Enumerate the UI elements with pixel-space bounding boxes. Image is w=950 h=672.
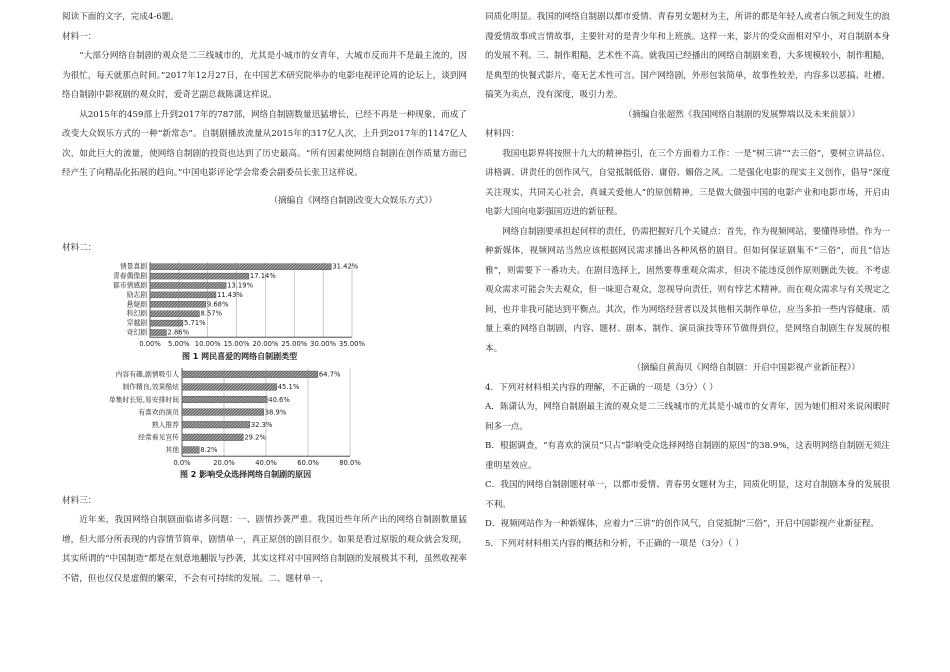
category-label: 悬疑剧	[126, 299, 147, 308]
x-tick-label: 20.0%	[213, 458, 235, 467]
bar	[182, 383, 277, 390]
x-tick-label: 5.00%	[168, 339, 190, 348]
category-label: 奇幻剧	[126, 328, 147, 336]
x-tick-label: 80.0%	[339, 458, 361, 467]
question-4-option-d: D．视频网站作为一种新媒体，应着力“三讲”的创作风气，自觉抵制“三俗”，开启中国影视产业新征程。	[485, 519, 879, 529]
x-tick-label: 10.00%	[194, 339, 221, 348]
bar	[182, 421, 250, 428]
x-tick-label: 0.0%	[173, 458, 191, 467]
value-label: 31.42%	[332, 262, 359, 271]
category-label: 穿越剧	[126, 318, 147, 327]
bar	[182, 434, 243, 441]
material-4-paragraph-1: 我国电影界将按照十九大的精神指引，在三个方面着力工作：一是“树三讲”“去三俗”，要树立讲品位、讲格调、讲责任的创作风气，自觉抵制低俗、庸俗、媚俗之风。二是强化电影的现实主义创作，倡导“深度关注现实，共同关心社会，真诚关爱他人”的原创精神。三是做大做强中国的电影产业和电影市场，开启由电影大国向电影强国迈进的新征程。	[485, 148, 890, 217]
material-4-title: 材料四：	[485, 129, 520, 139]
question-4: 4．下列对材料相关内容的理解，不正确的一项是（3分）（ ）	[485, 382, 718, 393]
material-3-paragraph-1: 近年来，我国网络自制剧面临诸多问题：一、剧情抄袭严重。我国近些年所产出的网络自制剧数量猛增，但大部分所表现的内容情节简单，剧情单一，真正原创的剧目很少。如果是看过原版的观众就会发现，其实所谓的“中国制造”都是在刻意地翻版与抄袭，其实这样对中国网络自制剧的发展极其不利，虽然收视率不错，但也仅仅是虚假的繁荣，不会有可持续的发展。二、题材单一，	[62, 515, 467, 584]
bar	[150, 310, 199, 316]
x-tick-label: 15.00%	[223, 339, 250, 348]
value-label: 11.43%	[216, 290, 243, 299]
value-label: 8.2%	[200, 445, 218, 454]
category-label: 青春偶像剧	[113, 271, 147, 280]
material-3-paragraph-1-continued: 同质化明显。我国的网络自制剧以都市爱情、青春男女题材为主，所讲的都是年轻人或者白领之间发生的浪漫爱情故事或言情故事，主要针对的是青少年和上班族。这样一来，影片的受众面相对窄小，对自制剧本身的发展不利。三、制作粗糙，艺术性不高。就我国已经播出的网络自制剧来看，大多规模较小，制作粗糙，是典型的快餐式影片，毫无艺术性可言。国产网络剧，外形包装简单，故事性较差，内容多以恶搞、吐槽、搞笑为卖点，没有深度，吸引力差。	[485, 12, 890, 100]
chart-2	[62, 365, 362, 469]
value-label: 45.1%	[277, 382, 300, 391]
question-4-option-a: A．陈潇认为，网络自制剧最主流的观众是二三线城市的尤其是小城市的女青年，因为她们相对来说闲暇时间多一点。	[485, 402, 890, 432]
material-1-paragraph-1: “大部分网络自制剧的观众是二三线城市的，尤其是小城市的女青年，大城市反而并不是最主流的，因为很忙，每天就那点时间。”2017年12月27日，在中国艺术研究院举办的电影电视评论周的论坛上，谈到网络自制剧中影视剧的观众时，爱奇艺副总裁陈潇这样说。	[62, 51, 467, 100]
bar	[150, 329, 167, 335]
bar	[150, 301, 206, 307]
material-4-source: （摘编自黄海贝《网络自制剧：开启中国影视产业新征程》）	[632, 363, 860, 373]
bar	[150, 291, 216, 297]
intro-text: 阅读下面的文字，完成4-6题。	[62, 12, 179, 22]
category-label: 科幻剧	[126, 309, 147, 318]
figure-2	[62, 365, 467, 480]
left-column	[62, 0, 467, 589]
material-3-source: （摘编自张超然《我国网络自制剧的发展弊端以及未来前景》）	[623, 109, 860, 120]
value-label: 17.14%	[249, 271, 276, 280]
chart-1	[62, 259, 365, 351]
category-label: 有喜欢的演员	[138, 407, 179, 416]
category-label: 励志剧	[126, 290, 147, 299]
value-label: 2.86%	[167, 328, 190, 336]
x-tick-label: 25.00%	[281, 339, 308, 348]
value-label: 5.71%	[183, 318, 206, 327]
value-label: 8.57%	[200, 309, 223, 318]
material-4-paragraph-2: 网络自制剧要承担起何样的责任，仍需把握好几个关键点：首先，作为视频网站，要懂得珍惜。作为一种新媒体，视频网站当然应该根据网民需求播出各种风格的剧目。但如何保证剧集不“三俗”，而且“信达雅”，则需要下一番功夫。在剧目选择上，固然要尊重观众需求，但决不能违反创作原则删此失彼。不考虑观众需求可能会失去观众，但一味迎合观众，忽视导向责任，则有悖艺术精神。而在观众需求与有关规定之间，也并非我可能达到平衡点。其次，作为网络经营者以及其他相关制作单位，应当多拍一些内容健康、质量上乘的网络自制剧，内容、题材、剧本、制作、演员演技等环节做得到位，是网络自制剧生存发展的根本。	[485, 226, 890, 354]
bar	[182, 371, 318, 378]
bar	[150, 273, 249, 279]
material-1-paragraph-2: 从2015年的459部上升到2017年的787部，网络自制剧数量迅猛增长，已经不再是一种现象，而成了改变大众娱乐方式的一种“新常态”。自制剧播放流量从2015年的317亿人次，上升到2017年的1147亿人次，如此巨大的流量，使网络自制剧的投资也达到了历史最高。“所有因素使网络自制剧在创作质量方面已经产生了向精品化拓展的趋向。”中国电影评论学会常委会副委员长张卫这样说。	[62, 109, 467, 178]
material-3-title: 材料三：	[62, 495, 97, 506]
value-label: 64.7%	[318, 370, 341, 379]
bar	[150, 282, 226, 288]
figure-1	[62, 259, 467, 362]
category-label: 情景喜剧	[119, 262, 147, 271]
category-label: 其他	[165, 445, 179, 454]
x-tick-label: 30.00%	[310, 339, 337, 348]
category-label: 都市情感剧	[113, 281, 147, 289]
question-4-option-b: B．根据调查，“有喜欢的演员”只占“影响受众选择网络自制剧的原因”的38.9%，这表明网络自制剧无须注重明星效应。	[485, 441, 890, 471]
category-label: 制作精良,效果酷炫	[122, 382, 179, 391]
right-column	[485, 0, 890, 554]
value-label: 38.9%	[264, 407, 287, 416]
figure-2-caption: 图 2 影响受众选择网络自制剧的原因	[180, 469, 312, 479]
x-tick-label: 0.00%	[139, 339, 161, 348]
value-label: 29.2%	[244, 433, 266, 442]
value-label: 40.6%	[268, 395, 290, 404]
material-1-source: （摘编自《网络自制剧改变大众娱乐方式》）	[269, 195, 437, 206]
x-tick-label: 40.0%	[255, 458, 277, 467]
category-label: 单集时长短,易安排时间	[108, 395, 179, 404]
figure-1-caption: 图 1 网民喜爱的网络自制剧类型	[182, 351, 298, 361]
question-5: 5．下列对材料相关内容的概括和分析，不正确的一项是（3分）（ ）	[485, 538, 744, 549]
bar	[182, 446, 199, 453]
material-2-title: 材料二：	[62, 243, 97, 253]
x-tick-label: 20.00%	[252, 339, 279, 348]
category-label: 经常看见宣传	[138, 433, 179, 442]
question-4-option-c: C．我国的网络自制剧题材单一，以都市爱情、青春男女题材为主，同质化明显，这对自制剧本身的发展很不利。	[485, 480, 890, 510]
category-label: 内容有趣,剧情吸引人	[115, 370, 179, 379]
x-tick-label: 35.00%	[339, 339, 365, 348]
x-tick-label: 60.0%	[297, 458, 319, 467]
value-label: 32.3%	[250, 420, 273, 429]
bar	[150, 263, 331, 269]
category-label: 熟人推荐	[151, 420, 179, 429]
value-label: 13.19%	[227, 281, 254, 289]
value-label: 9.68%	[206, 299, 229, 308]
bar	[150, 320, 183, 326]
bar	[182, 408, 264, 415]
bar	[182, 396, 267, 403]
material-1-title: 材料一：	[62, 31, 97, 42]
